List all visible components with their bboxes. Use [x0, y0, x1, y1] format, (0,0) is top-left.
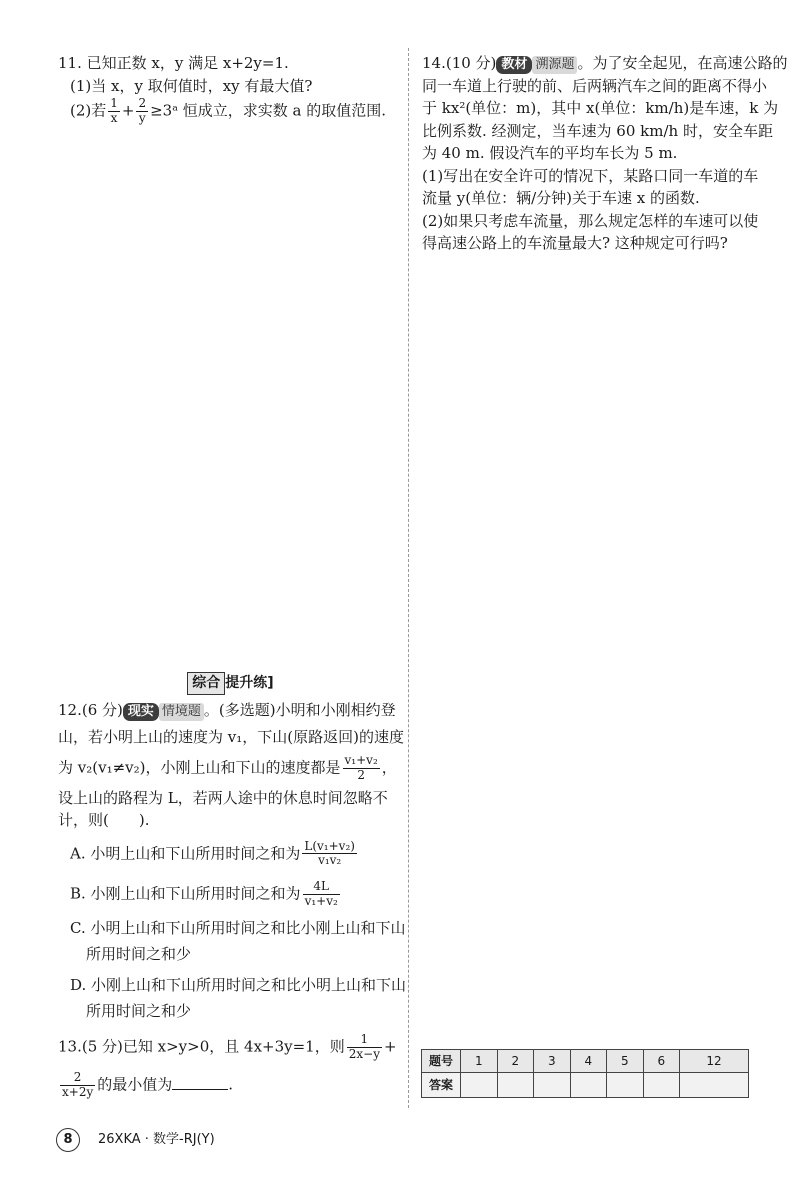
fraction — [60, 1071, 95, 1100]
q13-text: 13.(5 分)已知 x>y>0，且 4x+3y=1，则 — [58, 1037, 345, 1056]
q14-line4: 比例系数. 经测定，当车速为 60 km/h 时，安全车距 — [422, 121, 773, 140]
answer-cell[interactable] — [570, 1073, 607, 1098]
answer-cell[interactable] — [497, 1073, 534, 1098]
table-cell: 2 — [497, 1050, 534, 1073]
q12-number: 12.(6 分) — [58, 701, 123, 719]
q14-line7: 流量 y(单位：辆/分钟)关于车速 x 的函数. — [422, 189, 700, 207]
numerator: 4L — [303, 880, 340, 895]
answer-cell[interactable] — [534, 1073, 571, 1098]
answer-cell[interactable] — [680, 1073, 749, 1098]
q12-text: 小明和小刚相约登 — [275, 701, 396, 719]
fraction — [347, 1033, 382, 1062]
option-b-text: B. 小刚上山和下山所用时间之和为 — [70, 884, 301, 903]
scenario-tag: 情境题 — [159, 703, 204, 721]
book-code: 26XKA · 数学-RJ(Y) — [98, 1132, 215, 1148]
column-divider — [408, 48, 409, 1108]
page-footer — [56, 1128, 215, 1152]
question-13-line2 — [58, 1071, 403, 1100]
option-d-line1: D. 小刚上山和下山所用时间之和比小明上山和下山 — [70, 975, 407, 994]
table-cell: 3 — [534, 1050, 571, 1073]
q14-number: 14.(10 分) — [422, 54, 497, 72]
q11-part2 — [58, 97, 403, 126]
option-c-line2: 所用时间之和少 — [86, 945, 192, 964]
fraction — [136, 97, 148, 126]
punctuation: ， — [381, 758, 397, 777]
answer-table — [421, 1049, 749, 1098]
punctuation: . — [228, 1075, 234, 1094]
question-number-label: 题号 — [422, 1050, 461, 1073]
q12-line5: 计，则( ). — [58, 811, 150, 830]
q14-line5: 为 40 m. 假设汽车的平均车长为 5 m. — [422, 144, 678, 162]
answer-cell[interactable] — [643, 1073, 680, 1098]
q14-line2: 同一车道上行驶的前、后两辆汽车之间的距离不得小 — [422, 76, 768, 95]
q11-stem: 11. 已知正数 x，y 满足 x+2y=1. — [58, 54, 289, 72]
q11-part1: (1)当 x，y 取何值时，xy 有最大值? — [70, 76, 313, 95]
question-11 — [58, 52, 403, 126]
q12-line4: 设上山的路程为 L，若两人途中的休息时间忽略不 — [58, 788, 388, 807]
textbook-tag: 教材 — [496, 56, 532, 74]
answer-cell[interactable] — [461, 1073, 498, 1098]
denominator: x+2y — [62, 1085, 94, 1100]
left-column — [58, 52, 407, 1100]
fraction — [302, 840, 357, 869]
fraction — [303, 880, 340, 909]
q14-text: 。为了安全起见，在高速公路的 — [577, 54, 788, 72]
option-a — [58, 840, 403, 869]
q12-line1 — [58, 699, 403, 722]
denominator: 2x−y — [348, 1046, 380, 1061]
table-cell: 6 — [643, 1050, 680, 1073]
section-heading: 综合 提升练] — [58, 672, 403, 695]
table-cell: 5 — [607, 1050, 644, 1073]
numerator: 2 — [138, 96, 147, 110]
section-title: 提升练 — [225, 675, 268, 691]
question-13 — [58, 1033, 403, 1062]
denominator: v₁v₂ — [318, 853, 342, 868]
q14-line3: 于 kx²(单位：m)，其中 x(单位：km/h)是车速，k 为 — [422, 99, 779, 117]
option-d-line2: 所用时间之和少 — [86, 1002, 192, 1021]
table-cell: 1 — [461, 1050, 498, 1073]
q14-line6: (1)写出在安全许可的情况下，某路口同一车道的车 — [422, 166, 759, 185]
q12-line3 — [58, 754, 403, 783]
fraction — [343, 754, 380, 783]
q12-type: 。(多选题) — [203, 701, 276, 719]
fraction — [108, 97, 120, 126]
numerator: 2 — [60, 1071, 95, 1086]
plus-sign: + — [383, 1037, 397, 1056]
numerator: L(v₁+v₂) — [304, 838, 355, 853]
denominator: y — [138, 110, 146, 125]
question-14 — [422, 52, 788, 255]
option-c-line1: C. 小明上山和下山所用时间之和比小刚上山和下山 — [70, 918, 406, 937]
origin-tag: 溯源题 — [532, 56, 577, 74]
table-cell: 4 — [570, 1050, 607, 1073]
answer-table-answer-row — [422, 1073, 749, 1098]
q13-text-end: 的最小值为 — [97, 1075, 173, 1094]
plus-sign: + — [121, 101, 135, 120]
numerator: 1 — [110, 96, 118, 110]
right-column — [422, 52, 788, 255]
table-cell: 12 — [680, 1050, 749, 1073]
page-number: 8 — [56, 1128, 80, 1152]
answer-blank[interactable] — [172, 1089, 228, 1090]
numerator: 1 — [347, 1033, 382, 1048]
q14-line9: 得高速公路上的车流量最大? 这种规定可行吗? — [422, 234, 728, 252]
q14-line1 — [422, 52, 788, 75]
denominator: 2 — [357, 767, 365, 782]
denominator: v₁+v₂ — [304, 893, 338, 908]
q11-part2-prefix: (2)若 — [70, 101, 107, 120]
reality-tag: 现实 — [123, 703, 159, 721]
answer-label: 答案 — [422, 1073, 461, 1098]
answer-cell[interactable] — [607, 1073, 644, 1098]
question-12-block — [58, 672, 407, 1100]
numerator: v₁+v₂ — [344, 753, 378, 767]
q12-line2: 山，若小明上山的速度为 v₁，下山(原路返回)的速度 — [58, 727, 404, 746]
q12-line3-text: 为 v₂(v₁≠v₂)，小刚上山和下山的速度都是 — [58, 758, 341, 777]
q14-line8: (2)如果只考虑车流量，那么规定怎样的车速可以使 — [422, 211, 759, 230]
section-badge: 综合 — [187, 672, 225, 695]
option-b — [58, 880, 403, 909]
q11-part2-suffix: ≥3ᵃ 恒成立，求实数 a 的取值范围. — [150, 101, 387, 120]
option-a-text: A. 小明上山和下山所用时间之和为 — [70, 843, 301, 862]
answer-table-header-row — [422, 1050, 749, 1073]
denominator: x — [110, 110, 118, 125]
